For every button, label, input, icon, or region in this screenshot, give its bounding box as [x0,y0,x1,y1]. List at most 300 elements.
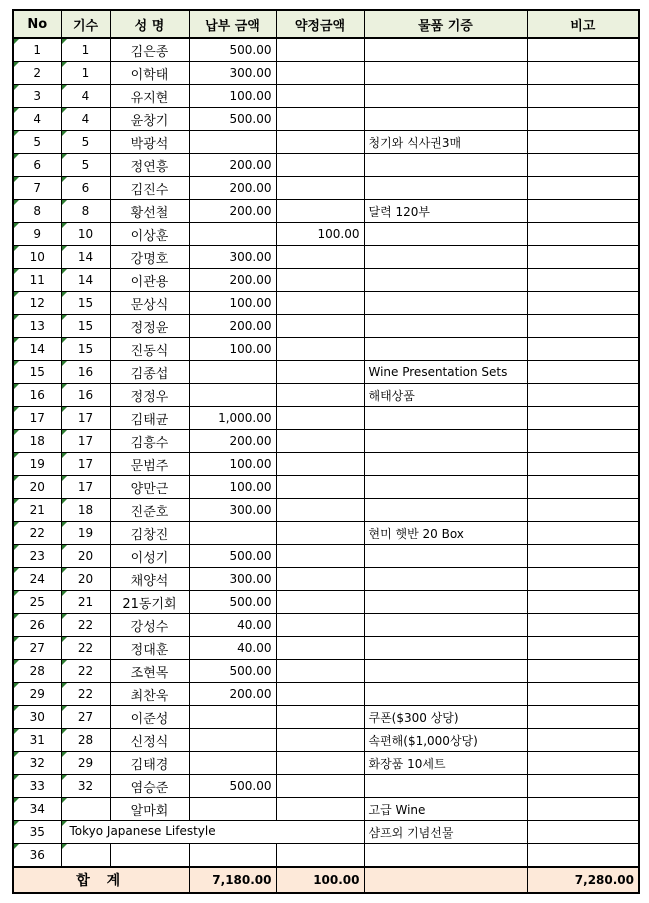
cell-pledge[interactable] [276,85,364,108]
cell-note[interactable] [527,476,639,499]
cell-goods[interactable] [364,292,527,315]
table-row [13,384,639,407]
cell-note[interactable] [527,62,639,85]
cell-goods[interactable] [364,568,527,591]
cell-gisu[interactable]: 1 [61,38,110,62]
cell-no[interactable]: 36 [13,844,61,868]
cell-no[interactable]: 4 [13,108,61,131]
cell-gisu[interactable]: 10 [61,223,110,246]
total-label[interactable]: 합 계 [13,867,189,893]
cell-pledge[interactable] [276,361,364,384]
cell-name[interactable]: 김창진 [110,522,189,545]
cell-name[interactable]: 알마회 [110,798,189,821]
cell-goods[interactable]: 쿠폰($300 상당) [364,706,527,729]
cell-gisu[interactable]: 22 [61,614,110,637]
cell-payment[interactable]: 200.00 [189,154,276,177]
cell-pledge[interactable] [276,683,364,706]
table-row [13,38,639,62]
cell-payment[interactable]: 200.00 [189,200,276,223]
cell-note[interactable] [527,752,639,775]
cell-gisu[interactable]: 32 [61,775,110,798]
cell-gisu[interactable]: 15 [61,338,110,361]
cell-pledge[interactable] [276,752,364,775]
cell-no[interactable]: 26 [13,614,61,637]
cell-gisu[interactable]: 16 [61,384,110,407]
cell-name[interactable]: 문상식 [110,292,189,315]
cell-goods[interactable] [364,683,527,706]
cell-name[interactable]: 김흥수 [110,430,189,453]
cell-gisu[interactable]: 4 [61,108,110,131]
cell-payment[interactable]: 300.00 [189,499,276,522]
cell-goods[interactable]: Wine Presentation Sets [364,361,527,384]
table-row [13,292,639,315]
cell-goods[interactable] [364,246,527,269]
cell-gisu[interactable]: 29 [61,752,110,775]
cell-name[interactable]: 이준성 [110,706,189,729]
cell-pledge[interactable] [276,775,364,798]
cell-no[interactable]: 15 [13,361,61,384]
cell-name[interactable]: 강명호 [110,246,189,269]
cell-goods[interactable] [364,844,527,868]
cell-no[interactable]: 14 [13,338,61,361]
table-row [13,821,639,844]
cell-name[interactable]: 신정식 [110,729,189,752]
table-row [13,246,639,269]
table-row [13,522,639,545]
total-payment[interactable]: 7,180.00 [189,867,276,893]
cell-name[interactable]: 양만근 [110,476,189,499]
table-row [13,775,639,798]
cell-note[interactable] [527,499,639,522]
cell-no[interactable]: 21 [13,499,61,522]
cell-name[interactable]: 황선철 [110,200,189,223]
cell-note[interactable] [527,614,639,637]
table-row [13,62,639,85]
cell-gisu[interactable]: 17 [61,476,110,499]
cell-payment[interactable]: 100.00 [189,453,276,476]
cell-note[interactable] [527,85,639,108]
cell-note[interactable] [527,269,639,292]
table-row [13,499,639,522]
cell-goods[interactable]: 달력 120부 [364,200,527,223]
cell-note[interactable] [527,430,639,453]
cell-payment[interactable] [189,522,276,545]
cell-pledge[interactable] [276,407,364,430]
cell-gisu[interactable]: 18 [61,499,110,522]
cell-name-text: Tokyo Japanese Lifestyle [69,824,216,838]
cell-payment[interactable]: 500.00 [189,108,276,131]
cell-payment[interactable]: 100.00 [189,85,276,108]
cell-payment[interactable] [189,384,276,407]
cell-no[interactable]: 11 [13,269,61,292]
header-no[interactable]: No [13,10,61,38]
cell-gisu[interactable]: 1 [61,62,110,85]
cell-payment[interactable]: 200.00 [189,177,276,200]
cell-note[interactable] [527,453,639,476]
cell-goods[interactable]: 해태상품 [364,384,527,407]
cell-gisu[interactable]: 19 [61,522,110,545]
cell-name[interactable]: 유지현 [110,85,189,108]
cell-payment[interactable] [189,798,276,821]
cell-note[interactable] [527,798,639,821]
cell-payment[interactable]: 500.00 [189,660,276,683]
cell-pledge[interactable] [276,338,364,361]
cell-no[interactable]: 7 [13,177,61,200]
cell-no[interactable]: 10 [13,246,61,269]
cell-payment[interactable]: 100.00 [189,292,276,315]
table-row [13,338,639,361]
cell-name[interactable]: 채양석 [110,568,189,591]
cell-goods[interactable]: 속편해($1,000상당) [364,729,527,752]
cell-name[interactable]: 문범주 [110,453,189,476]
cell-payment[interactable] [189,752,276,775]
cell-note[interactable] [527,660,639,683]
cell-payment[interactable]: 40.00 [189,614,276,637]
cell-payment[interactable]: 200.00 [189,430,276,453]
cell-goods[interactable] [364,223,527,246]
cell-pledge[interactable] [276,292,364,315]
cell-payment[interactable]: 40.00 [189,637,276,660]
cell-goods[interactable] [364,637,527,660]
table-row [13,131,639,154]
cell-name[interactable]: 조현목 [110,660,189,683]
cell-gisu[interactable]: 16 [61,361,110,384]
cell-payment[interactable]: 300.00 [189,246,276,269]
cell-no[interactable]: 25 [13,591,61,614]
cell-note[interactable] [527,361,639,384]
table-row [13,269,639,292]
cell-name[interactable]: 진준호 [110,499,189,522]
cell-note[interactable] [527,729,639,752]
table-row [13,545,639,568]
cell-pledge[interactable] [276,315,364,338]
cell-note[interactable] [527,315,639,338]
cell-gisu[interactable]: 22 [61,660,110,683]
cell-pledge[interactable] [276,269,364,292]
cell-gisu[interactable]: 15 [61,315,110,338]
cell-goods[interactable]: 청기와 식사권3매 [364,131,527,154]
cell-no[interactable]: 2 [13,62,61,85]
cell-name[interactable]: 정연흥 [110,154,189,177]
cell-gisu[interactable]: 6 [61,177,110,200]
cell-name[interactable]: 강성수 [110,614,189,637]
cell-name[interactable]: 이상훈 [110,223,189,246]
cell-gisu[interactable]: 22 [61,637,110,660]
cell-no[interactable]: 3 [13,85,61,108]
cell-gisu[interactable]: 28 [61,729,110,752]
cell-note[interactable] [527,683,639,706]
cell-payment[interactable]: 200.00 [189,315,276,338]
table-row [13,85,639,108]
cell-name[interactable]: 정정우 [110,384,189,407]
table-row [13,798,639,821]
cell-payment[interactable]: 500.00 [189,775,276,798]
header-payment[interactable]: 납부 금액 [189,10,276,38]
cell-pledge[interactable] [276,177,364,200]
cell-pledge[interactable] [276,568,364,591]
cell-goods[interactable] [364,499,527,522]
total-pledge[interactable]: 100.00 [276,867,364,893]
cell-note[interactable] [527,200,639,223]
cell-note[interactable] [527,637,639,660]
cell-pledge[interactable] [276,62,364,85]
cell-no[interactable]: 19 [13,453,61,476]
cell-payment[interactable] [189,706,276,729]
cell-payment[interactable] [189,361,276,384]
cell-name[interactable]: 21동기회 [110,591,189,614]
cell-note[interactable] [527,177,639,200]
cell-name[interactable]: 정정윤 [110,315,189,338]
table-body [13,38,639,867]
cell-no[interactable]: 8 [13,200,61,223]
cell-payment[interactable] [189,131,276,154]
cell-no[interactable]: 1 [13,38,61,62]
cell-name[interactable]: 염승준 [110,775,189,798]
cell-gisu[interactable]: 17 [61,430,110,453]
cell-goods[interactable]: 고급 Wine [364,798,527,821]
cell-no[interactable]: 13 [13,315,61,338]
table-row [13,453,639,476]
cell-pledge[interactable] [276,131,364,154]
cell-no[interactable]: 12 [13,292,61,315]
cell-goods[interactable] [364,315,527,338]
cell-goods[interactable] [364,154,527,177]
cell-no[interactable]: 28 [13,660,61,683]
total-note[interactable]: 7,280.00 [527,867,639,893]
table-row [13,706,639,729]
cell-gisu[interactable]: 20 [61,568,110,591]
cell-no[interactable]: 16 [13,384,61,407]
table-row [13,637,639,660]
cell-pledge[interactable] [276,591,364,614]
cell-pledge[interactable] [276,476,364,499]
cell-name[interactable]: 윤창기 [110,108,189,131]
table-row [13,591,639,614]
cell-no[interactable]: 23 [13,545,61,568]
cell-goods[interactable] [364,614,527,637]
cell-pledge[interactable] [276,38,364,62]
cell-note[interactable] [527,821,639,844]
cell-name[interactable]: 이관용 [110,269,189,292]
table-row [13,177,639,200]
cell-gisu[interactable]: 8 [61,200,110,223]
cell-no[interactable]: 33 [13,775,61,798]
cell-pledge[interactable] [276,706,364,729]
cell-goods[interactable] [364,85,527,108]
cell-name[interactable]: 박광석 [110,131,189,154]
cell-name[interactable]: 김종섭 [110,361,189,384]
cell-name[interactable]: 김진수 [110,177,189,200]
cell-goods[interactable] [364,177,527,200]
total-row [13,867,639,893]
cell-no[interactable]: 17 [13,407,61,430]
cell-gisu[interactable]: 14 [61,246,110,269]
cell-pledge[interactable] [276,522,364,545]
cell-gisu[interactable]: 14 [61,269,110,292]
cell-gisu[interactable]: 27 [61,706,110,729]
table-row [13,476,639,499]
cell-pledge[interactable] [276,637,364,660]
cell-no[interactable]: 34 [13,798,61,821]
table-row [13,223,639,246]
cell-gisu[interactable]: 5 [61,131,110,154]
cell-pledge[interactable] [276,453,364,476]
cell-gisu[interactable]: 15 [61,292,110,315]
cell-goods[interactable] [364,476,527,499]
cell-note[interactable] [527,338,639,361]
cell-no[interactable]: 35 [13,821,61,844]
cell-no[interactable]: 24 [13,568,61,591]
cell-name[interactable]: 김태균 [110,407,189,430]
cell-pledge[interactable] [276,108,364,131]
cell-goods[interactable] [364,338,527,361]
cell-goods[interactable] [364,453,527,476]
table-row [13,729,639,752]
cell-no[interactable]: 6 [13,154,61,177]
cell-pledge[interactable] [276,154,364,177]
cell-pledge[interactable] [276,430,364,453]
cell-pledge[interactable] [276,660,364,683]
cell-no[interactable]: 29 [13,683,61,706]
cell-no[interactable]: 9 [13,223,61,246]
table-row [13,844,639,868]
cell-payment[interactable]: 300.00 [189,568,276,591]
cell-note[interactable] [527,131,639,154]
table-row [13,200,639,223]
cell-pledge[interactable] [276,614,364,637]
cell-goods[interactable]: 현미 햇반 20 Box [364,522,527,545]
cell-gisu[interactable] [61,844,110,868]
cell-goods[interactable] [364,62,527,85]
cell-no[interactable]: 27 [13,637,61,660]
cell-no[interactable]: 22 [13,522,61,545]
header-pledge[interactable]: 약정금액 [276,10,364,38]
header-note[interactable]: 비고 [527,10,639,38]
cell-gisu[interactable]: 4 [61,85,110,108]
cell-payment[interactable]: 300.00 [189,62,276,85]
cell-payment[interactable]: 200.00 [189,269,276,292]
header-gisu[interactable]: 기수 [61,10,110,38]
table-row [13,568,639,591]
cell-note[interactable] [527,108,639,131]
cell-note[interactable] [527,407,639,430]
cell-note[interactable] [527,223,639,246]
cell-name[interactable]: 김태경 [110,752,189,775]
cell-note[interactable] [527,292,639,315]
table-row [13,361,639,384]
cell-note[interactable] [527,384,639,407]
cell-payment[interactable]: 500.00 [189,591,276,614]
cell-goods[interactable] [364,430,527,453]
cell-name[interactable]: 진동식 [110,338,189,361]
cell-note[interactable] [527,522,639,545]
cell-note[interactable] [527,591,639,614]
cell-name[interactable]: 이학태 [110,62,189,85]
cell-payment[interactable]: 100.00 [189,338,276,361]
cell-pledge[interactable] [276,200,364,223]
cell-note[interactable] [527,775,639,798]
cell-goods[interactable] [364,591,527,614]
cell-gisu[interactable]: 17 [61,407,110,430]
table-row [13,752,639,775]
cell-payment[interactable]: 500.00 [189,545,276,568]
donation-sheet [12,9,640,894]
cell-goods[interactable] [364,660,527,683]
cell-name[interactable]: 김은종 [110,38,189,62]
cell-name-span[interactable] [61,821,364,844]
cell-note[interactable] [527,246,639,269]
cell-name[interactable]: 정대훈 [110,637,189,660]
cell-gisu[interactable]: 17 [61,453,110,476]
cell-gisu[interactable]: 5 [61,154,110,177]
cell-goods[interactable] [364,108,527,131]
cell-payment[interactable]: 100.00 [189,476,276,499]
cell-note[interactable] [527,706,639,729]
table-row [13,154,639,177]
cell-note[interactable] [527,545,639,568]
cell-name[interactable] [110,844,189,868]
cell-gisu[interactable]: 22 [61,683,110,706]
cell-payment[interactable]: 200.00 [189,683,276,706]
table-row [13,407,639,430]
cell-pledge[interactable] [276,844,364,868]
cell-payment[interactable] [189,729,276,752]
header-name[interactable]: 성 명 [110,10,189,38]
header-row [13,10,639,38]
cell-gisu[interactable] [61,798,110,821]
cell-pledge[interactable] [276,499,364,522]
cell-no[interactable]: 18 [13,430,61,453]
cell-goods[interactable] [364,269,527,292]
table-row [13,683,639,706]
cell-payment[interactable]: 1,000.00 [189,407,276,430]
cell-note[interactable] [527,568,639,591]
cell-goods[interactable]: 화장품 10세트 [364,752,527,775]
cell-goods[interactable] [364,38,527,62]
cell-note[interactable] [527,154,639,177]
cell-goods[interactable] [364,407,527,430]
cell-no[interactable]: 31 [13,729,61,752]
table-row [13,660,639,683]
cell-note[interactable] [527,844,639,868]
cell-name[interactable]: 이성기 [110,545,189,568]
cell-pledge[interactable] [276,545,364,568]
cell-gisu[interactable]: 21 [61,591,110,614]
cell-payment[interactable] [189,223,276,246]
cell-pledge[interactable]: 100.00 [276,223,364,246]
header-goods[interactable]: 물품 기증 [364,10,527,38]
table-row [13,108,639,131]
cell-goods[interactable]: 샴프외 기념선물 [364,821,527,844]
cell-pledge[interactable] [276,384,364,407]
cell-pledge[interactable] [276,798,364,821]
cell-pledge[interactable] [276,246,364,269]
cell-note[interactable] [527,38,639,62]
cell-no[interactable]: 5 [13,131,61,154]
cell-payment[interactable] [189,844,276,868]
cell-no[interactable]: 20 [13,476,61,499]
cell-gisu[interactable]: 20 [61,545,110,568]
cell-payment[interactable]: 500.00 [189,38,276,62]
cell-no[interactable]: 30 [13,706,61,729]
cell-pledge[interactable] [276,729,364,752]
total-goods[interactable] [364,867,527,893]
cell-no[interactable]: 32 [13,752,61,775]
cell-goods[interactable] [364,545,527,568]
cell-goods[interactable] [364,775,527,798]
donation-table [12,9,640,894]
cell-name[interactable]: 최찬욱 [110,683,189,706]
